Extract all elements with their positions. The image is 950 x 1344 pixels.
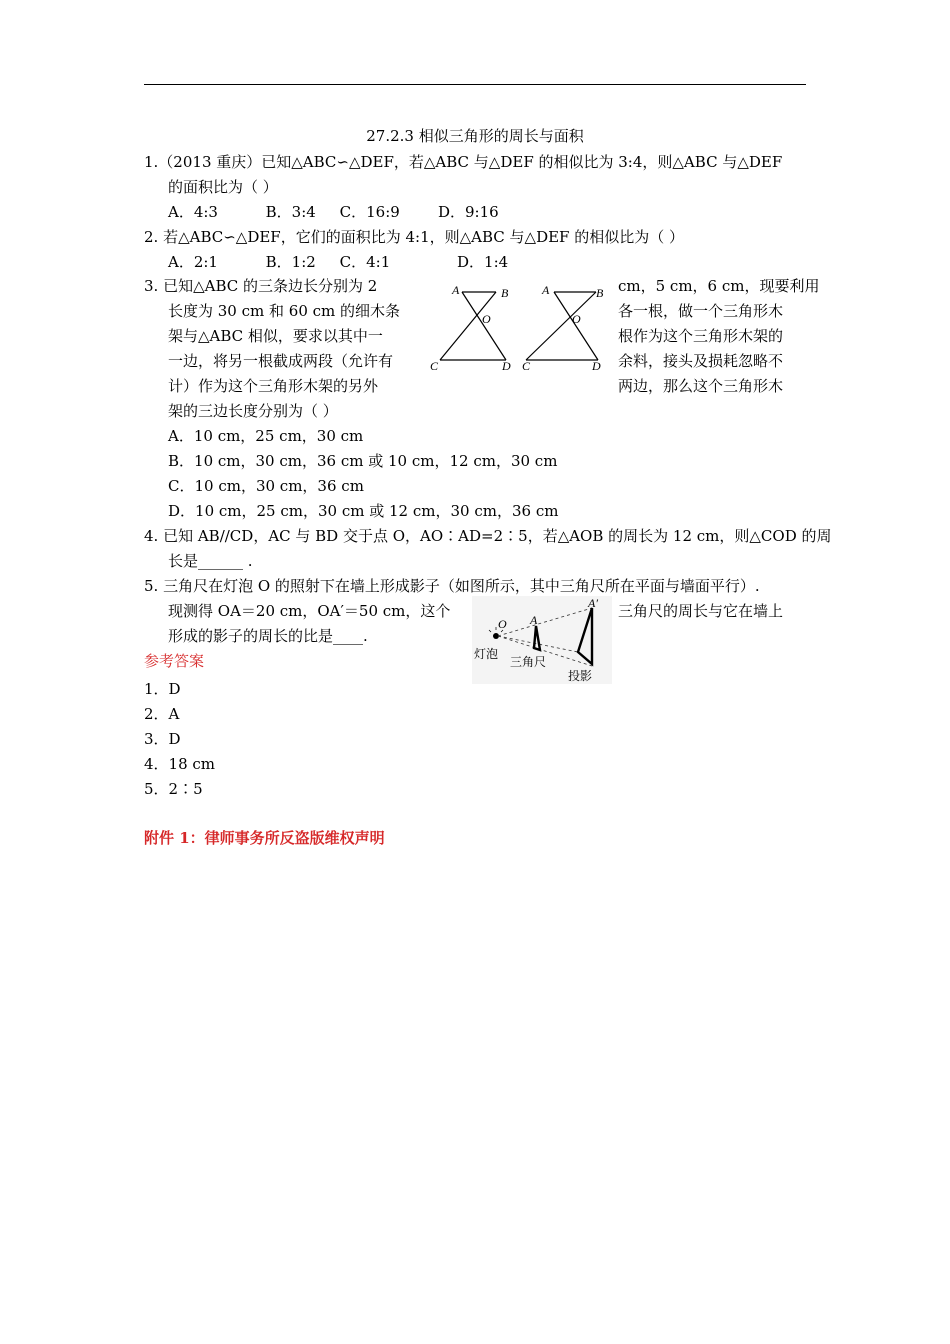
q3-right-2: 根作为这个三角形木架的 (618, 327, 784, 345)
q3-right-0: cm，5 cm，6 cm，现要利用 (618, 277, 820, 295)
q3-right-1: 各一根，做一个三角形木 (618, 302, 784, 320)
q5-line3: 形成的影子的周长的比是____. (168, 627, 368, 645)
q3-left-2: 架与△ABC 相似，要求以其中一 (168, 327, 383, 345)
answer-2: 2．A (144, 705, 180, 723)
q5-line2-left: 现测得 OA＝20 cm，OA′＝50 cm，这个 (168, 602, 451, 620)
q3-left-3: 一边，将另一根截成两段（允许有 (168, 352, 394, 370)
q3-left-4: 计）作为这个三角形木架的另外 (168, 377, 379, 395)
answers-heading: 参考答案 (144, 652, 205, 670)
q3-right-4: 两边，那么这个三角形木 (618, 377, 784, 395)
fig2-label-a: A (542, 283, 550, 297)
answer-1: 1．D (144, 680, 181, 698)
q3-last: 架的三边长度分别为（ ） (168, 402, 338, 420)
answer-3: 3．D (144, 730, 181, 748)
q3-left-1: 长度为 30 cm 和 60 cm 的细木条 (168, 302, 401, 320)
fig1-label-d: D (502, 359, 511, 373)
q2-line1: 2. 若△ABC∽△DEF，它们的面积比为 4:1，则△ABC 与△DEF 的相似比为（ ） (144, 228, 684, 246)
q5-label-shadow: 投影 (568, 669, 593, 683)
answer-5: 5．2∶5 (144, 780, 203, 798)
fig2-label-b: B (596, 286, 604, 300)
q1-options: A．4:3 B．3:4 C．16:9 D．9:16 (168, 203, 499, 221)
q5-label-ruler: 三角尺 (510, 655, 547, 669)
q5-line2-right: 三角尺的周长与它在墙上 (618, 602, 784, 620)
q5-figure (472, 596, 612, 684)
answer-4: 4．18 cm (144, 755, 216, 773)
q3-right-3: 余料，接头及损耗忽略不 (618, 352, 784, 370)
q3-option-b: B．10 cm，30 cm，36 cm 或 10 cm，12 cm，30 cm (168, 452, 558, 470)
page-title: 27.2.3 相似三角形的周长与面积 (366, 127, 584, 145)
q1-line2: 的面积比为（ ） (168, 178, 278, 196)
q3-figure (426, 280, 616, 376)
q3-option-d: D．10 cm，25 cm，30 cm 或 12 cm，30 cm，36 cm (168, 502, 559, 520)
q5-label-o: O (498, 617, 507, 631)
q4-line2: 长是______ . (168, 552, 253, 570)
q5-label-a2: A′ (588, 596, 598, 610)
fig2-label-d: D (592, 359, 601, 373)
q5-label-bulb: 灯泡 (474, 647, 499, 661)
fig2-label-c: C (522, 359, 531, 373)
q2-options: A．2:1 B．1:2 C．4:1 D．1:4 (168, 253, 509, 271)
appendix-title: 附件 1：律师事务所反盗版维权声明 (144, 829, 385, 847)
q5-label-a: A (530, 613, 538, 627)
q3-left-0: 3. 已知△ABC 的三条边长分别为 2 (144, 277, 378, 295)
header-rule (144, 84, 806, 85)
q4-line1: 4. 已知 AB//CD，AC 与 BD 交于点 O，AO∶AD=2∶5，若△AOB 的周长为 12 cm，则△COD 的周 (144, 527, 832, 545)
fig1-label-o: O (482, 312, 491, 326)
fig2-label-o: O (572, 312, 581, 326)
q5-line1: 5. 三角尺在灯泡 O 的照射下在墙上形成影子（如图所示，其中三角尺所在平面与墙面平行）. (144, 577, 760, 595)
q1-line1: 1.（2013 重庆）已知△ABC∽△DEF，若△ABC 与△DEF 的相似比为 3:4，则△ABC 与△DEF (144, 153, 783, 171)
q3-option-c: C．10 cm，30 cm，36 cm (168, 477, 364, 495)
fig1-label-b: B (501, 286, 509, 300)
fig1-label-c: C (430, 359, 439, 373)
fig1-label-a: A (452, 283, 460, 297)
q3-option-a: A．10 cm，25 cm，30 cm (168, 427, 364, 445)
